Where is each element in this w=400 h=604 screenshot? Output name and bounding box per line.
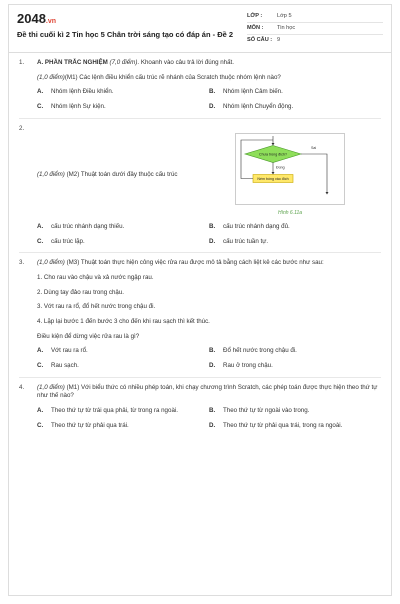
false-label: Sai (311, 146, 317, 151)
option-text: Nhóm lệnh Chuyển động. (223, 103, 294, 111)
option-text: Đổ hết nước trong chậu đi. (223, 347, 297, 355)
header-left (17, 11, 247, 46)
step-item: 1. Cho rau vào chậu và xả nước ngập rau. (37, 274, 154, 282)
option-c[interactable]: C. Nhóm lệnh Sự kiện. (37, 103, 106, 111)
section-instruction: . Khoanh vào câu trả lời đúng nhất. (137, 59, 234, 66)
option-text: cấu trúc nhánh dạng đủ. (223, 223, 290, 231)
option-b[interactable]: B. Nhóm lệnh Cảm biến. (209, 88, 283, 96)
step-item: 4. Lặp lại bước 1 đến bước 3 cho đến khi rau sạch thì kết thúc. (37, 318, 210, 326)
option-text: Nhóm lệnh Cảm biến. (223, 88, 283, 96)
answer-row (19, 407, 381, 416)
question-2 (19, 119, 381, 254)
true-label: Đúng (276, 165, 285, 170)
option-text: Rau sạch. (51, 362, 79, 370)
meta-value: 9 (277, 37, 281, 43)
option-c[interactable]: C. Rau sạch. (37, 362, 79, 370)
section-title: A. PHẦN TRẮC NGHIỆM (37, 59, 108, 66)
sub-question: Điều kiện để dừng việc rửa rau là gì? (37, 332, 140, 340)
option-b[interactable]: B. cấu trúc nhánh dạng đủ. (209, 223, 290, 231)
option-a[interactable]: A. cấu trúc nhánh dạng thiếu. (37, 223, 125, 231)
option-b[interactable]: B. Theo thứ tự từ ngoài vào trong. (209, 407, 310, 415)
question-3 (19, 253, 381, 377)
option-text: Rau ở trong chậu. (223, 362, 273, 370)
exam-title: Đề thi cuối kì 2 Tin học 5 Chân trời sáng tạo có đáp án - Đề 2 (17, 30, 234, 39)
meta-key: SỐ CÂU : (247, 37, 273, 43)
option-d[interactable]: D. Theo thứ tự từ phải qua trái, trong ra ngoài. (209, 421, 343, 429)
exam-meta (247, 11, 383, 46)
meta-key: MÔN : (247, 25, 264, 31)
figure-caption: Hình 6.11a (277, 210, 303, 217)
question-number: 2. (19, 124, 25, 132)
option-d[interactable]: D. cấu trúc tuần tự. (209, 237, 269, 245)
flowchart-diagram (235, 133, 345, 205)
option-b[interactable]: B. Đổ hết nước trong chậu đi. (209, 347, 297, 355)
option-a[interactable]: A. Nhóm lệnh Điều khiển. (37, 88, 114, 96)
question-number: 3. (19, 259, 25, 267)
question-4 (19, 378, 381, 437)
question-figure-row (19, 133, 381, 217)
question-number: 4. (19, 383, 25, 391)
answer-row (19, 238, 381, 247)
answer-row (19, 88, 381, 97)
question-1 (19, 53, 381, 119)
question-points: (1,0 điểm) (37, 73, 65, 81)
option-d[interactable]: D. Rau ở trong chậu. (209, 362, 273, 370)
option-text: Theo thứ tự từ trái qua phải, từ trong ra ngoài. (51, 407, 178, 415)
exam-page (8, 4, 392, 596)
question-number: 1. (19, 59, 25, 66)
option-c[interactable]: C. Theo thứ tự từ phải qua trái. (37, 421, 129, 429)
answer-row (19, 362, 381, 371)
exam-content (9, 53, 391, 436)
option-a[interactable]: A. Vớt rau ra rổ. (37, 347, 88, 355)
logo-main: 2048 (17, 11, 46, 26)
question-text: (M2) Thuật toán dưới đây thuộc cấu trúc (64, 170, 178, 178)
question-points: (1,0 điểm) (37, 383, 65, 391)
action-label: Ném bóng vào đích (257, 177, 289, 182)
section-points: (7,0 điểm) (109, 59, 138, 66)
option-text: cấu trúc lặp. (51, 237, 85, 245)
question-points: (1,0 điểm) (37, 170, 65, 178)
option-d[interactable]: D. Nhóm lệnh Chuyển động. (209, 103, 294, 111)
option-a[interactable]: A. Theo thứ tự từ trái qua phải, từ trong ra ngoài. (37, 407, 209, 416)
logo-suffix: .vn (45, 18, 57, 25)
meta-row-subject (247, 23, 383, 35)
question-text: (M3) Thuật toán thực hiện công việc rửa rau được mô tả bằng cách liệt kê các bước như sau: (64, 259, 324, 267)
question-points: (1,0 điểm) (37, 259, 65, 267)
meta-key: LỚP : (247, 13, 263, 19)
step-item: 2. Dùng tay đảo rau trong chậu. (37, 288, 125, 296)
answer-row (19, 422, 381, 431)
option-text: Nhóm lệnh Điều khiển. (51, 88, 114, 96)
option-text: Nhóm lệnh Sự kiện. (51, 103, 106, 111)
question-text-block (37, 171, 227, 180)
meta-row-count (247, 35, 383, 46)
option-c[interactable]: C. cấu trúc lặp. (37, 237, 85, 245)
option-text: Vớt rau ra rổ. (51, 347, 88, 355)
answer-row (19, 223, 381, 232)
meta-row-class (247, 11, 383, 23)
option-text: Theo thứ tự từ ngoài vào trong. (223, 407, 310, 415)
flowchart-figure (235, 133, 345, 217)
meta-value: Tin học (277, 25, 296, 31)
option-text: cấu trúc tuần tự. (223, 237, 269, 245)
answer-row (19, 103, 381, 112)
option-text: Theo thứ tự từ phải qua trái, trong ra ngoài. (223, 421, 343, 429)
meta-value: Lớp 5 (277, 13, 292, 19)
site-logo[interactable] (17, 11, 239, 26)
condition-label: Chưa trúng đích? (259, 152, 287, 157)
question-text: (M1) Với biểu thức có nhiều phép toán, khi chạy chương trình Scratch, các phép toán được thực hiện theo thứ tự như thế nào? (37, 383, 378, 400)
flowchart-frame (236, 134, 345, 205)
option-text: Theo thứ tự từ phải qua trái. (51, 421, 129, 429)
answer-row (19, 347, 381, 356)
step-item: 3. Vớt rau ra rổ, đổ hết nước trong chậu đi. (37, 303, 156, 311)
exam-header (9, 5, 391, 53)
option-text: cấu trúc nhánh dạng thiếu. (51, 223, 125, 231)
question-text: (M1) Các lệnh điều khiển cấu trúc rẽ nhánh của Scratch thuộc nhóm lệnh nào? (64, 73, 281, 81)
